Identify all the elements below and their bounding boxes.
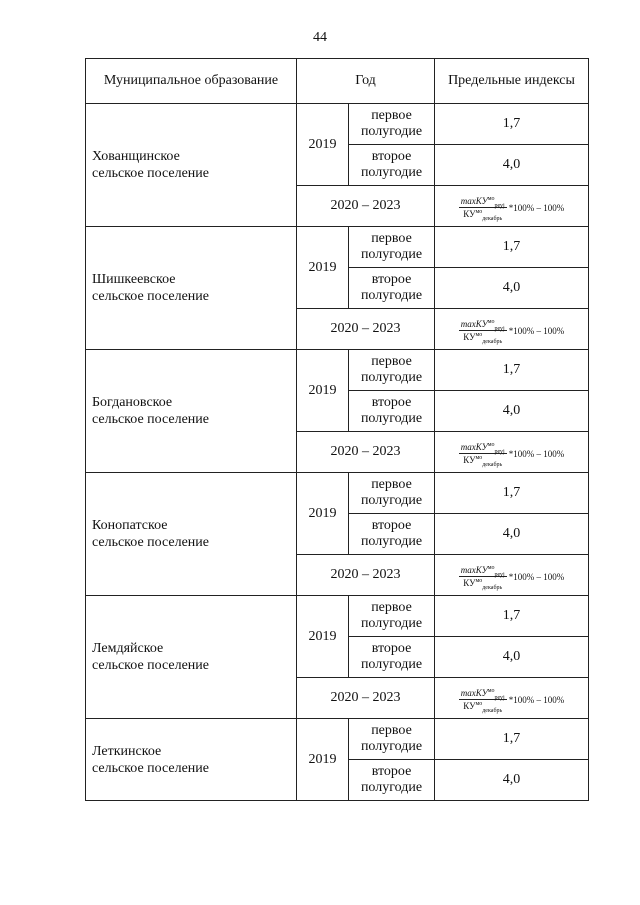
index-formula	[459, 319, 565, 345]
header-municipality: Муниципальное образование	[86, 59, 297, 104]
table-row	[86, 596, 589, 637]
second-half-label: второе полугодие	[349, 268, 435, 309]
second-half-value: 4,0	[435, 145, 589, 186]
header-year: Год	[297, 59, 435, 104]
second-half-value: 4,0	[435, 760, 589, 801]
first-half-value: 1,7	[435, 104, 589, 145]
municipality-cell	[86, 350, 297, 473]
index-formula	[459, 196, 565, 222]
second-half-label: второе полугодие	[349, 391, 435, 432]
municipality-type: сельское поселение	[92, 658, 209, 673]
formula-fraction	[459, 442, 507, 468]
year-2019-cell: 2019	[297, 473, 349, 555]
municipality-cell	[86, 719, 297, 801]
formula-cell	[435, 432, 589, 473]
formula-tail: *100% – 100%	[508, 325, 565, 336]
formula-numerator: maxКУ$^{мо}_{реуj}$	[460, 565, 505, 578]
first-half-value: 1,7	[435, 596, 589, 637]
limit-index-table	[85, 58, 589, 801]
second-half-label: второе полугодие	[349, 760, 435, 801]
formula-cell	[435, 186, 589, 227]
second-half-value: 4,0	[435, 637, 589, 678]
period-cell: 2020 – 2023	[297, 432, 435, 473]
formula-fraction	[459, 196, 507, 222]
first-half-value: 1,7	[435, 350, 589, 391]
formula-denominator: $КУ^{мо}_{декабрь}$	[463, 332, 503, 345]
municipality-cell	[86, 473, 297, 596]
index-formula	[459, 688, 565, 714]
formula-tail: *100% – 100%	[508, 571, 565, 582]
table-row	[86, 350, 589, 391]
formula-cell	[435, 555, 589, 596]
first-half-label: первое полугодие	[349, 596, 435, 637]
municipality-name: Богдановское	[92, 395, 173, 410]
year-2019-cell: 2019	[297, 227, 349, 309]
table-row	[86, 473, 589, 514]
first-half-label: первое полугодие	[349, 227, 435, 268]
formula-numerator: maxКУ$^{мо}_{реуj}$	[460, 196, 505, 209]
first-half-value: 1,7	[435, 227, 589, 268]
municipality-type: сельское поселение	[92, 760, 209, 776]
formula-numerator: maxКУ$^{мо}_{реуj}$	[460, 688, 505, 701]
formula-denominator: $КУ^{мо}_{декабрь}$	[463, 578, 503, 591]
first-half-label: первое полугодие	[349, 719, 435, 760]
period-cell: 2020 – 2023	[297, 309, 435, 350]
first-half-label: первое полугодие	[349, 350, 435, 391]
formula-fraction	[459, 565, 507, 591]
formula-tail: *100% – 100%	[508, 694, 565, 705]
header-index: Предельные индексы	[435, 59, 589, 104]
formula-fraction	[459, 688, 507, 714]
period-cell: 2020 – 2023	[297, 186, 435, 227]
year-2019-cell: 2019	[297, 104, 349, 186]
second-half-label: второе полугодие	[349, 514, 435, 555]
first-half-label: первое полугодие	[349, 473, 435, 514]
first-half-value: 1,7	[435, 473, 589, 514]
municipality-name: Конопатское	[92, 518, 168, 533]
year-2019-cell: 2019	[297, 596, 349, 678]
page-number: 44	[313, 30, 327, 45]
municipality-type: сельское поселение	[92, 166, 209, 181]
municipality-cell	[86, 227, 297, 350]
municipality-name: Лемдяйское	[92, 641, 164, 656]
second-half-value: 4,0	[435, 391, 589, 432]
municipality-cell	[86, 596, 297, 719]
period-cell: 2020 – 2023	[297, 555, 435, 596]
table-header-row	[86, 59, 589, 104]
formula-denominator: $КУ^{мо}_{декабрь}$	[463, 209, 503, 222]
municipality-name: Шишкеевское	[92, 272, 176, 287]
municipality-cell	[86, 104, 297, 227]
second-half-label: второе полугодие	[349, 145, 435, 186]
formula-tail: *100% – 100%	[508, 202, 565, 213]
formula-fraction	[459, 319, 507, 345]
municipality-type: сельское поселение	[92, 289, 209, 304]
second-half-value: 4,0	[435, 268, 589, 309]
formula-numerator: maxКУ$^{мо}_{реуj}$	[460, 442, 505, 455]
formula-denominator: $КУ^{мо}_{декабрь}$	[463, 455, 503, 468]
formula-numerator: maxКУ$^{мо}_{реуj}$	[460, 319, 505, 332]
first-half-value: 1,7	[435, 719, 589, 760]
municipality-name: Хованщинское	[92, 149, 180, 164]
second-half-value: 4,0	[435, 514, 589, 555]
municipality-type: сельское поселение	[92, 535, 209, 550]
formula-cell	[435, 678, 589, 719]
table-row	[86, 719, 589, 760]
year-2019-cell: 2019	[297, 719, 349, 801]
formula-denominator: $КУ^{мо}_{декабрь}$	[463, 701, 503, 714]
year-2019-cell: 2019	[297, 350, 349, 432]
first-half-label: первое полугодие	[349, 104, 435, 145]
index-formula	[459, 442, 565, 468]
period-cell: 2020 – 2023	[297, 678, 435, 719]
formula-cell	[435, 309, 589, 350]
table-row	[86, 227, 589, 268]
index-formula	[459, 565, 565, 591]
municipality-name: Леткинское	[92, 743, 162, 759]
municipality-type: сельское поселение	[92, 412, 209, 427]
table-row	[86, 104, 589, 145]
second-half-label: второе полугодие	[349, 637, 435, 678]
formula-tail: *100% – 100%	[508, 448, 565, 459]
